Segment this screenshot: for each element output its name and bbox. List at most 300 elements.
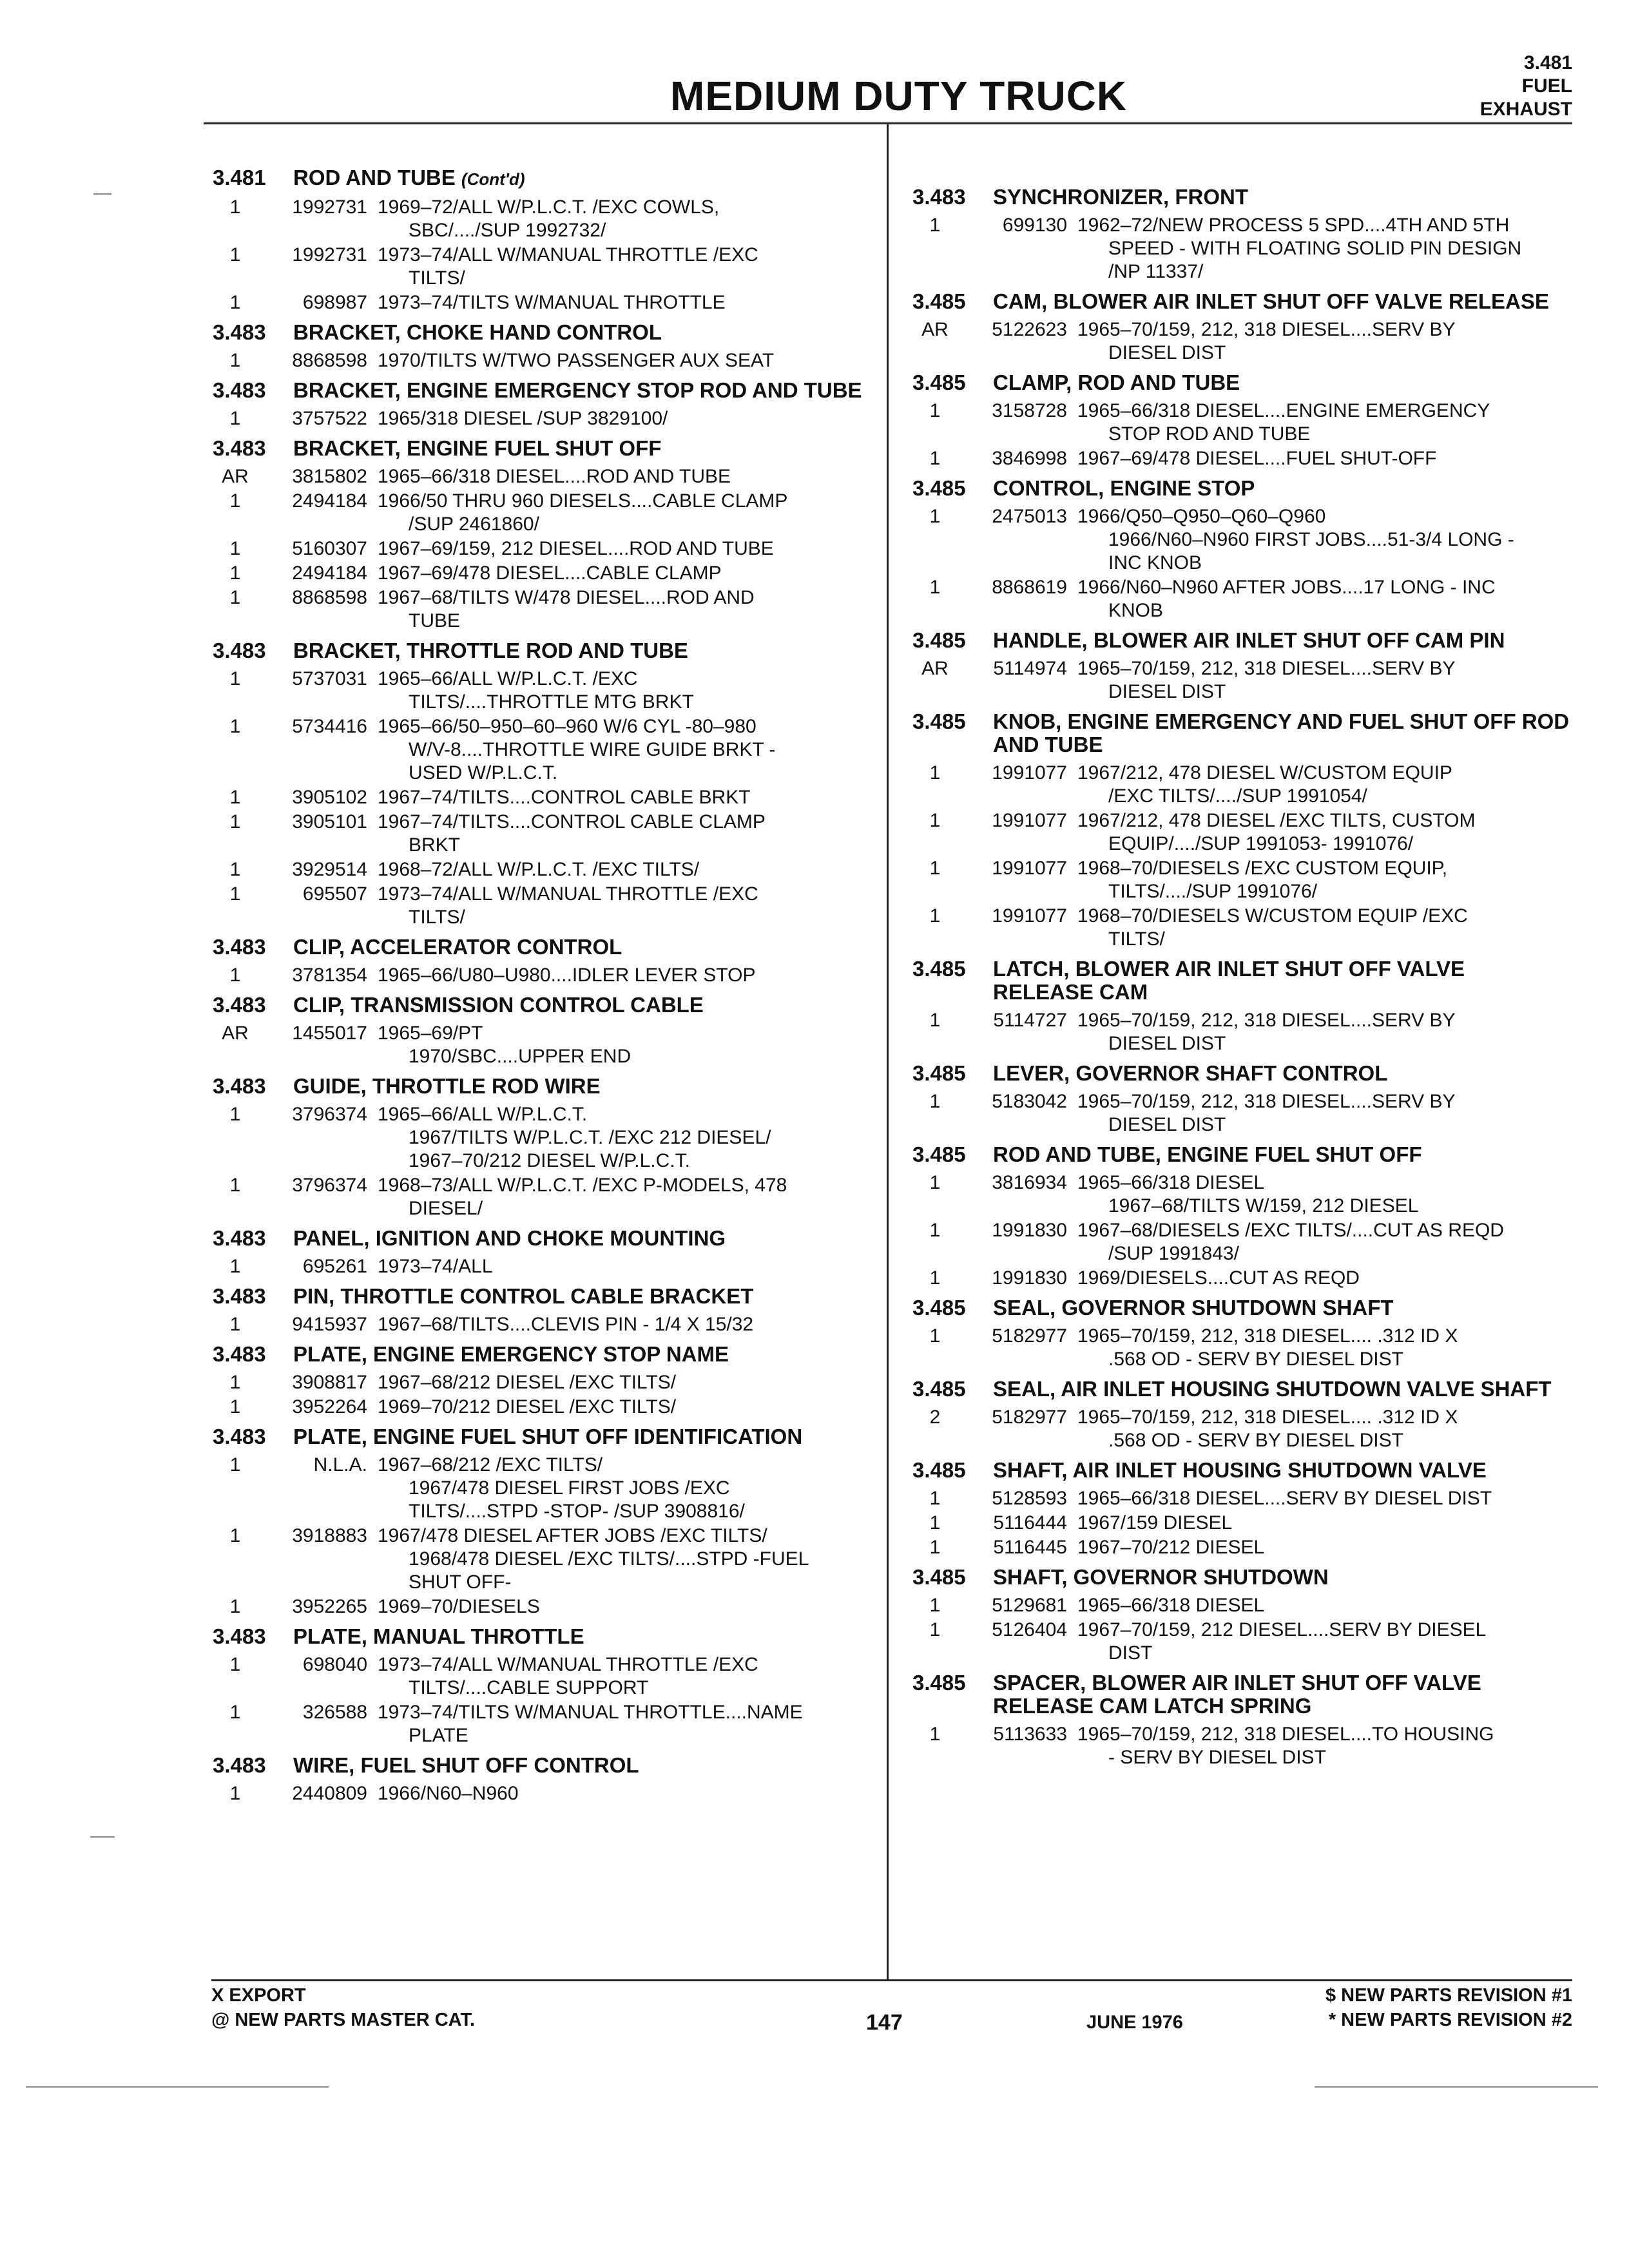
- part-number: 3908817: [292, 1372, 367, 1393]
- parts-section: [912, 1566, 1570, 1665]
- part-quantity: AR: [921, 319, 949, 340]
- description-line: 1967/478 DIESEL AFTER JOBS /EXC TILTS/: [378, 1525, 767, 1546]
- part-quantity: 1: [229, 350, 241, 371]
- part-quantity: 1: [929, 1595, 941, 1616]
- part-quantity: 1: [229, 1256, 241, 1277]
- part-row: [213, 407, 876, 430]
- description-line: 1967–68/212 /EXC TILTS/: [378, 1454, 603, 1475]
- part-description: [378, 715, 876, 785]
- section-title: [993, 1566, 1570, 1589]
- section-heading: [912, 1378, 1570, 1401]
- section-number: 3.483: [213, 993, 266, 1017]
- parts-section: [912, 1671, 1570, 1769]
- part-row: [912, 762, 1570, 808]
- parts-section: [912, 629, 1570, 704]
- section-title-text: KNOB, ENGINE EMERGENCY AND FUEL SHUT OFF ROD AND TUBE: [993, 709, 1570, 756]
- parts-section: [912, 477, 1570, 622]
- section-heading: [912, 186, 1570, 209]
- description-line: TILTS/....STPD -STOP- /SUP 3908816/: [409, 1501, 745, 1522]
- description-line: 1965–66/ALL W/P.L.C.T. /EXC: [378, 668, 638, 689]
- part-row: [213, 291, 876, 314]
- description-line: .568 OD - SERV BY DIESEL DIST: [1108, 1430, 1403, 1451]
- part-quantity: 1: [929, 1512, 941, 1533]
- section-title-text: SHAFT, AIR INLET HOUSING SHUTDOWN VALVE: [993, 1458, 1487, 1482]
- section-heading: [213, 936, 876, 959]
- description-line: 1965–70/159, 212, 318 DIESEL.... .312 ID X: [1077, 1407, 1458, 1428]
- part-quantity: 1: [229, 587, 241, 608]
- section-number: 3.483: [213, 320, 266, 344]
- section-number: 3.485: [912, 957, 966, 981]
- section-title-text: SYNCHRONIZER, FRONT: [993, 185, 1248, 209]
- section-number: 3.483: [213, 1624, 266, 1648]
- description-line: 1965–66/318 DIESEL....ENGINE EMERGENCY: [1077, 400, 1490, 421]
- part-number: 695261: [302, 1256, 367, 1277]
- part-description: [1077, 857, 1570, 903]
- part-row: [213, 668, 876, 714]
- part-number: 8868598: [292, 587, 367, 608]
- description-line: SPEED - WITH FLOATING SOLID PIN DESIGN: [1108, 238, 1522, 259]
- section-title: [993, 957, 1570, 1004]
- section-heading: [213, 1227, 876, 1250]
- page-title: MEDIUM DUTY TRUCK: [670, 73, 1128, 119]
- part-number: 3757522: [292, 408, 367, 429]
- section-number: 3.485: [912, 1671, 966, 1695]
- section-heading: [213, 166, 876, 191]
- part-number: 5128593: [992, 1488, 1067, 1509]
- legend-new-parts-master: @ NEW PARTS MASTER CAT.: [211, 2010, 476, 2030]
- part-number: 699130: [1002, 215, 1067, 236]
- section-number: 3.485: [912, 289, 966, 313]
- section-heading: [213, 1754, 876, 1777]
- part-quantity: 1: [229, 811, 241, 832]
- section-number: 3.485: [912, 1142, 966, 1166]
- part-number: 3952265: [292, 1596, 367, 1617]
- part-quantity: 1: [229, 538, 241, 559]
- description-line: 1968–73/ALL W/P.L.C.T. /EXC P-MODELS, 478: [378, 1175, 787, 1196]
- part-number: 1455017: [292, 1023, 367, 1044]
- description-line: 1965–66/ALL W/P.L.C.T.: [378, 1104, 588, 1125]
- part-number: 5122623: [992, 319, 1067, 340]
- section-title: [993, 1671, 1570, 1718]
- parts-section: [213, 1425, 876, 1619]
- part-quantity: 1: [229, 1654, 241, 1675]
- part-description: [1077, 1219, 1570, 1265]
- section-number: 3.485: [912, 1565, 966, 1589]
- section-title: [993, 371, 1570, 394]
- footer-rule: [211, 1979, 1572, 1981]
- section-title: [293, 1425, 876, 1448]
- part-number: 3929514: [292, 859, 367, 880]
- part-number: 1991077: [992, 810, 1067, 831]
- description-line: 1967–68/212 DIESEL /EXC TILTS/: [378, 1372, 677, 1393]
- part-number: 3905102: [292, 787, 367, 808]
- part-row: [912, 857, 1570, 903]
- section-title-text: LATCH, BLOWER AIR INLET SHUT OFF VALVE RELEASE CAM: [993, 957, 1465, 1004]
- part-row: [213, 349, 876, 372]
- part-quantity: 1: [929, 858, 941, 879]
- part-row: [213, 858, 876, 881]
- part-quantity: 1: [229, 490, 241, 512]
- part-quantity: 1: [229, 1596, 241, 1617]
- section-title-text: SHAFT, GOVERNOR SHUTDOWN: [993, 1565, 1329, 1589]
- continued-note: (Cont'd): [461, 169, 525, 189]
- description-line: 1967/212, 478 DIESEL /EXC TILTS, CUSTOM: [1077, 810, 1476, 831]
- part-description: [378, 1103, 876, 1173]
- parts-section: [912, 186, 1570, 284]
- part-row: [213, 1313, 876, 1336]
- part-quantity: 1: [229, 883, 241, 905]
- scan-mark: [1315, 2086, 1598, 2088]
- part-row: [912, 214, 1570, 284]
- description-line: /EXC TILTS/..../SUP 1991054/: [1108, 785, 1367, 807]
- part-number: 1991077: [992, 905, 1067, 927]
- description-line: 1967–70/159, 212 DIESEL....SERV BY DIESEL: [1077, 1619, 1487, 1640]
- section-title-text: CLIP, TRANSMISSION CONTROL CABLE: [293, 993, 704, 1017]
- section-number: 3.481: [213, 166, 266, 189]
- description-line: 1965–70/159, 212, 318 DIESEL....SERV BY: [1077, 319, 1456, 340]
- section-title: [993, 290, 1570, 313]
- description-line: KNOB: [1108, 600, 1164, 621]
- description-line: 1967/212, 478 DIESEL W/CUSTOM EQUIP: [1077, 762, 1452, 783]
- section-heading: [912, 629, 1570, 652]
- part-description: [378, 196, 876, 242]
- publication-date: JUNE 1976: [1086, 2012, 1183, 2033]
- description-line: /SUP 2461860/: [409, 514, 539, 535]
- section-ref-exhaust: EXHAUST: [1480, 99, 1572, 120]
- part-description: [1077, 1090, 1570, 1137]
- section-title: [993, 1378, 1570, 1401]
- part-description: [1077, 1009, 1570, 1055]
- part-number: 1992731: [292, 197, 367, 218]
- part-quantity: 1: [229, 562, 241, 584]
- part-quantity: 1: [229, 859, 241, 880]
- part-number: 3952264: [292, 1396, 367, 1418]
- description-line: .568 OD - SERV BY DIESEL DIST: [1108, 1349, 1403, 1370]
- section-title: [993, 186, 1570, 209]
- part-number: 5126404: [992, 1619, 1067, 1640]
- part-row: [213, 1022, 876, 1068]
- part-number: 5113633: [993, 1724, 1067, 1745]
- part-quantity: 1: [229, 1454, 241, 1475]
- description-line: 1968/478 DIESEL /EXC TILTS/....STPD -FUEL: [409, 1548, 809, 1570]
- part-number: 3815802: [292, 466, 367, 487]
- parts-section: [213, 1625, 876, 1747]
- part-number: 8868598: [292, 350, 367, 371]
- section-title: [293, 437, 876, 460]
- section-number: 3.483: [213, 1284, 266, 1308]
- parts-section: [213, 166, 876, 314]
- part-description: [378, 1653, 876, 1700]
- part-quantity: 1: [929, 506, 941, 527]
- section-title: [293, 936, 876, 959]
- right-column: [912, 179, 1570, 1773]
- section-title-text: BRACKET, THROTTLE ROD AND TUBE: [293, 639, 688, 662]
- description-line: 1969–70/DIESELS: [378, 1596, 540, 1617]
- section-title-text: LEVER, GOVERNOR SHAFT CONTROL: [993, 1061, 1388, 1085]
- description-line: PLATE: [409, 1725, 468, 1746]
- description-line: 1967–74/TILTS....CONTROL CABLE CLAMP: [378, 811, 766, 832]
- part-description: [1077, 1619, 1570, 1665]
- part-quantity: 1: [229, 1783, 241, 1804]
- section-title: [293, 1625, 876, 1648]
- part-quantity: 1: [929, 400, 941, 421]
- part-quantity: 1: [929, 1010, 941, 1031]
- part-row: [912, 399, 1570, 446]
- section-title: [293, 1285, 876, 1308]
- parts-section: [912, 1062, 1570, 1137]
- section-title: [293, 1754, 876, 1777]
- description-line: 1967–74/TILTS....CONTROL CABLE BRKT: [378, 787, 751, 808]
- description-line: - SERV BY DIESEL DIST: [1108, 1747, 1326, 1768]
- part-number: 2494184: [292, 490, 367, 512]
- part-number: 9415937: [292, 1314, 367, 1335]
- description-line: 1973–74/ALL W/MANUAL THROTTLE /EXC: [378, 244, 758, 265]
- part-description: [1077, 576, 1570, 622]
- part-description: [378, 1595, 876, 1619]
- legend-revision-1: $ NEW PARTS REVISION #1: [1325, 1985, 1572, 2006]
- section-number: 3.483: [213, 1753, 266, 1777]
- part-description: [378, 1022, 876, 1068]
- part-row: [912, 1594, 1570, 1617]
- part-row: [912, 905, 1570, 951]
- part-description: [1077, 1267, 1570, 1290]
- section-title: [293, 1227, 876, 1250]
- part-description: [378, 1524, 876, 1594]
- section-heading: [213, 1425, 876, 1448]
- description-line: 1967–69/478 DIESEL....CABLE CLAMP: [378, 562, 722, 584]
- part-quantity: 1: [929, 1267, 941, 1289]
- section-title-text: PLATE, MANUAL THROTTLE: [293, 1624, 584, 1648]
- description-line: BRKT: [409, 834, 461, 856]
- part-description: [1077, 1512, 1570, 1535]
- description-line: 1965–66/50–950–60–960 W/6 CYL -80–980: [378, 716, 757, 737]
- column-divider: [887, 124, 889, 1981]
- section-title: [993, 1296, 1570, 1320]
- part-quantity: 1: [229, 1175, 241, 1196]
- part-description: [1077, 1406, 1570, 1452]
- part-number: 3158728: [992, 400, 1067, 421]
- section-heading: [213, 1075, 876, 1098]
- part-description: [378, 562, 876, 585]
- part-description: [378, 537, 876, 561]
- description-line: INC KNOB: [1108, 552, 1202, 573]
- section-heading: [213, 379, 876, 402]
- parts-section: [912, 290, 1570, 365]
- section-title-text: WIRE, FUEL SHUT OFF CONTROL: [293, 1753, 639, 1777]
- part-description: [378, 1313, 876, 1336]
- section-number: 3.483: [213, 378, 266, 402]
- footer-legend-left: [211, 1983, 475, 2032]
- part-number: 5734416: [292, 716, 367, 737]
- description-line: 1967–68/DIESELS /EXC TILTS/....CUT AS REQD: [1077, 1220, 1504, 1241]
- section-title: [993, 477, 1570, 500]
- part-quantity: 1: [229, 668, 241, 689]
- part-description: [1077, 657, 1570, 704]
- part-row: [912, 1090, 1570, 1137]
- description-line: 1965–70/159, 212, 318 DIESEL.... .312 ID X: [1077, 1325, 1458, 1347]
- part-description: [378, 244, 876, 290]
- description-line: 1967/478 DIESEL FIRST JOBS /EXC: [409, 1477, 730, 1499]
- description-line: 1966/N60–N960 AFTER JOBS....17 LONG - INC: [1077, 577, 1496, 598]
- parts-section: [213, 1754, 876, 1805]
- section-title-text: SEAL, AIR INLET HOUSING SHUTDOWN VALVE SHAFT: [993, 1377, 1552, 1401]
- part-number: 8868619: [992, 577, 1067, 598]
- part-row: [213, 883, 876, 929]
- part-number: 1991830: [992, 1267, 1067, 1289]
- part-quantity: 2: [929, 1407, 941, 1428]
- part-quantity: 1: [929, 1220, 941, 1241]
- part-number: 3846998: [992, 448, 1067, 469]
- part-number: 1991830: [992, 1220, 1067, 1241]
- part-number: 1992731: [292, 244, 367, 265]
- part-description: [1077, 905, 1570, 951]
- section-number: 3.483: [213, 436, 266, 460]
- part-row: [213, 244, 876, 290]
- part-number: 2494184: [292, 562, 367, 584]
- part-number: 5182977: [992, 1325, 1067, 1347]
- part-row: [213, 465, 876, 488]
- section-title-text: GUIDE, THROTTLE ROD WIRE: [293, 1074, 601, 1098]
- part-description: [1077, 1723, 1570, 1769]
- section-heading: [912, 1062, 1570, 1085]
- section-title-text: BRACKET, ENGINE EMERGENCY STOP ROD AND TUBE: [293, 378, 862, 402]
- part-description: [1077, 214, 1570, 284]
- part-description: [378, 465, 876, 488]
- section-number: 3.483: [213, 1425, 266, 1448]
- section-title-text: CLIP, ACCELERATOR CONTROL: [293, 935, 622, 959]
- part-quantity: 1: [229, 787, 241, 808]
- part-quantity: 1: [929, 1325, 941, 1347]
- part-row: [213, 715, 876, 785]
- part-quantity: 1: [229, 1104, 241, 1125]
- part-quantity: 1: [929, 448, 941, 469]
- section-heading: [912, 1459, 1570, 1482]
- part-row: [912, 1487, 1570, 1510]
- section-title: [993, 710, 1570, 756]
- part-row: [213, 1782, 876, 1805]
- part-row: [213, 964, 876, 987]
- parts-section: [213, 1343, 876, 1419]
- section-heading: [213, 1343, 876, 1366]
- parts-section: [213, 1227, 876, 1278]
- section-number: 3.485: [912, 1061, 966, 1085]
- part-quantity: 1: [229, 408, 241, 429]
- description-line: 1965–70/159, 212, 318 DIESEL....SERV BY: [1077, 658, 1456, 679]
- description-line: 1966/50 THRU 960 DIESELS....CABLE CLAMP: [378, 490, 788, 512]
- section-title: [993, 629, 1570, 652]
- part-row: [912, 657, 1570, 704]
- parts-section: [213, 437, 876, 633]
- scan-mark: [90, 1836, 115, 1838]
- part-row: [912, 318, 1570, 365]
- part-number: 5129681: [992, 1595, 1067, 1616]
- section-title-text: CLAMP, ROD AND TUBE: [993, 370, 1240, 394]
- footer-legend-right: [1325, 1983, 1572, 2032]
- description-line: 1968–72/ALL W/P.L.C.T. /EXC TILTS/: [378, 859, 700, 880]
- part-description: [378, 291, 876, 314]
- part-description: [378, 668, 876, 714]
- part-number: 5116445: [993, 1537, 1067, 1558]
- part-row: [213, 1371, 876, 1394]
- section-title-text: BRACKET, CHOKE HAND CONTROL: [293, 320, 662, 344]
- description-line: 1969–72/ALL W/P.L.C.T. /EXC COWLS,: [378, 197, 720, 218]
- description-line: 1967/159 DIESEL: [1077, 1512, 1233, 1533]
- part-description: [378, 1454, 876, 1523]
- parts-section: [912, 371, 1570, 470]
- section-title: [993, 1062, 1570, 1085]
- part-description: [378, 1174, 876, 1220]
- part-number: 1991077: [992, 858, 1067, 879]
- description-line: SHUT OFF-: [409, 1571, 512, 1593]
- part-quantity: 1: [229, 716, 241, 737]
- section-number: 3.483: [213, 935, 266, 959]
- description-line: 1970/TILTS W/TWO PASSENGER AUX SEAT: [378, 350, 775, 371]
- section-number: 3.485: [912, 1296, 966, 1320]
- part-quantity: AR: [222, 466, 249, 487]
- section-heading: [213, 1625, 876, 1648]
- section-title: [993, 1143, 1570, 1166]
- description-line: 1967–69/478 DIESEL....FUEL SHUT-OFF: [1077, 448, 1437, 469]
- section-title-text: CAM, BLOWER AIR INLET SHUT OFF VALVE RELEASE: [993, 289, 1549, 313]
- part-number: 5160307: [292, 538, 367, 559]
- part-number: N.L.A.: [313, 1454, 367, 1475]
- description-line: 1970/SBC....UPPER END: [409, 1046, 631, 1067]
- section-number: 3.485: [912, 1458, 966, 1482]
- part-quantity: 1: [929, 810, 941, 831]
- part-quantity: AR: [222, 1023, 249, 1044]
- part-description: [378, 858, 876, 881]
- section-title-text: HANDLE, BLOWER AIR INLET SHUT OFF CAM PIN: [993, 628, 1505, 652]
- part-number: 5114974: [993, 658, 1067, 679]
- part-number: 3796374: [292, 1175, 367, 1196]
- part-row: [213, 196, 876, 242]
- section-heading: [912, 290, 1570, 313]
- description-line: TILTS/....THROTTLE MTG BRKT: [409, 691, 694, 713]
- part-number: 5737031: [292, 668, 367, 689]
- part-description: [1077, 809, 1570, 856]
- section-heading: [912, 1566, 1570, 1589]
- parts-section: [213, 321, 876, 372]
- part-description: [1077, 505, 1570, 575]
- section-title: [293, 639, 876, 662]
- part-description: [378, 964, 876, 987]
- section-title: [293, 1075, 876, 1098]
- part-description: [378, 349, 876, 372]
- description-line: TILTS/: [1108, 928, 1165, 950]
- part-description: [1077, 1487, 1570, 1510]
- description-line: 1967–69/159, 212 DIESEL....ROD AND TUBE: [378, 538, 774, 559]
- description-line: 1969/DIESELS....CUT AS REQD: [1077, 1267, 1360, 1289]
- part-number: 5114727: [993, 1010, 1067, 1031]
- section-heading: [912, 1671, 1570, 1718]
- section-ref-fuel: FUEL: [1521, 75, 1572, 97]
- section-heading: [912, 371, 1570, 394]
- part-quantity: 1: [229, 1396, 241, 1418]
- part-row: [213, 562, 876, 585]
- description-line: DIESEL DIST: [1108, 342, 1226, 363]
- description-line: 1965–66/318 DIESEL....SERV BY DIESEL DIST: [1077, 1488, 1492, 1509]
- description-line: /SUP 1991843/: [1108, 1243, 1239, 1264]
- description-line: /NP 11337/: [1108, 261, 1204, 282]
- part-description: [1077, 1594, 1570, 1617]
- section-heading: [213, 437, 876, 460]
- section-title: [293, 321, 876, 344]
- part-description: [378, 490, 876, 536]
- parts-section: [213, 1285, 876, 1336]
- section-heading: [912, 957, 1570, 1004]
- section-heading: [912, 710, 1570, 756]
- part-number: 3781354: [292, 965, 367, 986]
